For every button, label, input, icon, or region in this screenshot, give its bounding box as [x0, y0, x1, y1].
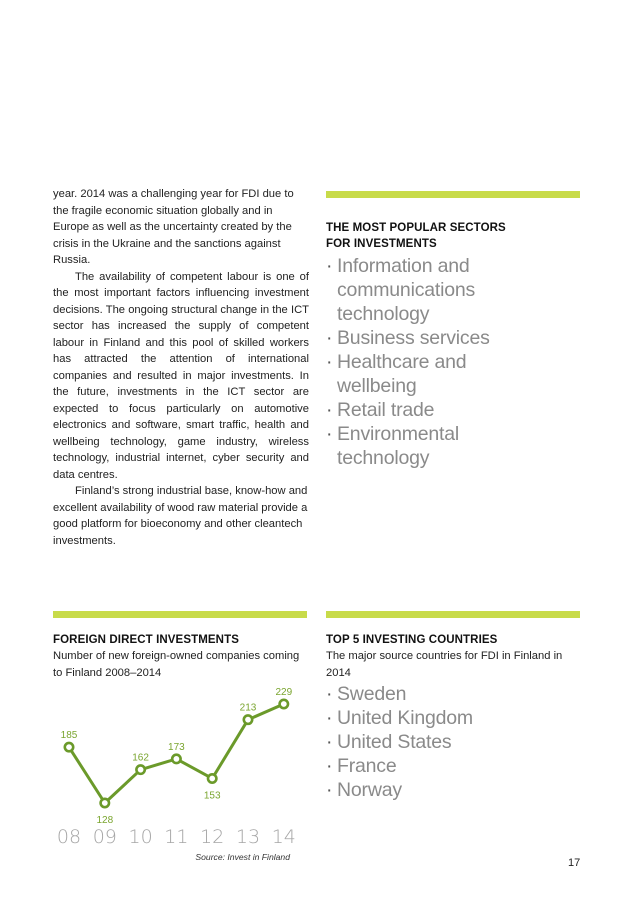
country-item-label: Norway — [337, 779, 402, 801]
bullet-icon: · — [326, 683, 333, 705]
countries-subtitle: The major source countries for FDI in Finland in 2014 — [326, 650, 563, 679]
x-tick-label: 10 — [128, 826, 153, 848]
sectors-section — [326, 220, 580, 470]
fdi-section — [53, 632, 309, 681]
countries-section — [326, 632, 580, 802]
country-item-label: United Kingdom — [337, 707, 473, 729]
fdi-heading: FOREIGN DIRECT INVESTMENTS — [53, 634, 239, 646]
data-point — [244, 715, 252, 723]
data-label: 173 — [168, 741, 185, 753]
bullet-icon: · — [326, 423, 333, 445]
paragraph-3: Finland’s strong industrial base, know-how and excellent availability of wood raw material provide a good platform for bioeconomy and other cleantech investments. — [53, 485, 308, 547]
bullet-icon: · — [326, 255, 333, 277]
data-point — [136, 765, 144, 773]
data-label: 128 — [96, 815, 114, 826]
sector-item — [326, 422, 496, 470]
sector-item — [326, 254, 496, 326]
sectors-heading-line1: THE MOST POPULAR SECTORS — [326, 222, 506, 234]
bullet-icon: · — [326, 755, 333, 777]
countries-list — [326, 682, 580, 802]
data-label: 153 — [203, 790, 221, 802]
x-tick-label: 09 — [92, 826, 117, 848]
x-tick-label: 13 — [235, 826, 261, 848]
country-item — [326, 730, 580, 754]
sector-item — [326, 398, 496, 422]
data-label: 185 — [60, 730, 78, 742]
x-tick-label: 14 — [271, 826, 296, 848]
sector-item-label: Environmental technology — [337, 423, 460, 469]
country-item — [326, 778, 580, 802]
data-point — [172, 755, 180, 763]
paragraph-2: The availability of competent labour is one of the most important factors influencing investment decisions. The ongoing structural change in the ICT sector has increased the supply of competent labour in Finland and this pool of skilled workers has attracted the attention of international companies and resulted in major investments. In the future, investments in the ICT sector are expected to focus particularly on automotive electronics and software, smart traffic, health and wellbeing technology, game industry, wireless technology, industrial internet, cyber security and data centres. — [53, 270, 309, 481]
fdi-subtitle: Number of new foreign-owned companies coming to Finland 2008–2014 — [53, 650, 300, 679]
data-point — [280, 700, 288, 708]
sectors-heading-line2: FOR INVESTMENTS — [326, 238, 437, 250]
x-tick-label: 12 — [200, 826, 225, 848]
data-label: 229 — [275, 687, 293, 698]
data-point — [208, 774, 216, 782]
x-tick-label: 08 — [56, 826, 82, 848]
bullet-icon: · — [326, 707, 333, 729]
bullet-icon: · — [326, 399, 333, 421]
bullet-icon: · — [326, 351, 333, 373]
paragraph-1: year. 2014 was a challenging year for FDI due to the fragile economic situation globally and in Europe as well as the uncertainty created by the crisis in the Ukraine and the sanctions against Russia. — [53, 188, 294, 266]
fdi-line-chart — [53, 680, 309, 865]
country-item — [326, 754, 580, 778]
data-label: 162 — [132, 752, 149, 764]
country-item — [326, 682, 580, 706]
data-point — [65, 743, 73, 751]
sector-item-label: Information and communications technology — [337, 255, 476, 325]
country-item — [326, 706, 580, 730]
sectors-list — [326, 254, 496, 470]
sector-item-label: Retail trade — [337, 399, 435, 421]
country-item-label: Sweden — [337, 683, 407, 705]
bullet-icon: · — [326, 731, 333, 753]
sector-item-label: Healthcare and wellbeing — [337, 351, 467, 397]
bullet-icon: · — [326, 779, 333, 801]
x-tick-label: 11 — [164, 826, 189, 848]
chart-svg — [53, 680, 309, 865]
body-text — [53, 186, 309, 549]
page-number: 17 — [568, 857, 581, 869]
data-point — [101, 799, 109, 807]
country-item-label: United States — [337, 731, 452, 753]
accent-bar-fdi — [53, 611, 307, 618]
sector-item — [326, 326, 496, 350]
countries-heading: TOP 5 INVESTING COUNTRIES — [326, 634, 498, 646]
sector-item-label: Business services — [337, 327, 490, 349]
sector-item — [326, 350, 496, 398]
accent-bar-countries — [326, 611, 580, 618]
sectors-heading — [326, 220, 580, 252]
chart-source: Source: Invest in Finland — [195, 852, 290, 862]
data-label: 213 — [239, 702, 257, 714]
bullet-icon: · — [326, 327, 333, 349]
accent-bar-sectors — [326, 191, 580, 198]
country-item-label: France — [337, 755, 397, 777]
